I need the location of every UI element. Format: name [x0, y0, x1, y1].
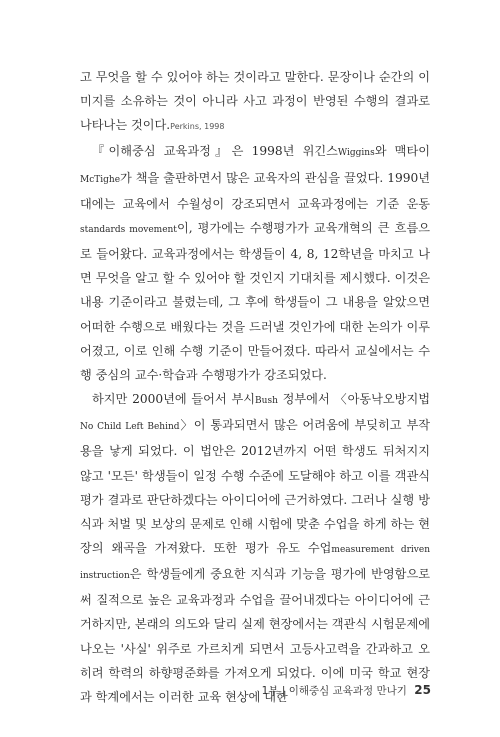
- roman-gloss: standards movement: [80, 224, 177, 235]
- roman-gloss: No Child Left Behind: [80, 422, 180, 433]
- paragraph-text: 가 책을 출판하면서 많은 교육자의 관심을 끌었다. 1990년대에는 교육에서 수월성이 강조되면서 교육과정에는 기준 운동: [80, 170, 430, 211]
- body-text: [80, 65, 430, 709]
- paragraph-text: 정부에서 〈아동낙오방지법: [277, 392, 430, 407]
- page-number: 25: [414, 683, 431, 697]
- paragraph-text: 〉이 통과되면서 많은 어려움에 부딪히고 부작용을 낳게 되었다. 이 법안은 2012년까지 어떤 학생도 뒤처지지 않고 '모든' 학생들이 일정 수행 수준에 도달해야 하고 이를 객관식 평가 결과로 판단하겠다는 아이디어에 근거하였다. 그러나 실행 방식과 처벌 및 보상의 문제로 인해 시험에 맞춘 수업을 하게 하는 현장의 왜곡을 가져왔다. 또한 평가 유도 수업: [80, 418, 431, 555]
- page-footer: [262, 683, 431, 698]
- paragraph-text: 『이해중심 교육과정』은 1998년 위긴스: [92, 144, 338, 159]
- paragraph-text: 은 학생들에게 중요한 지식과 기능을 평가에 반영함으로써 질적으로 높은 교육과정과 수업을 끌어내겠다는 아이디어에 근거하지만, 본래의 의도와 달리 실제 현장에서는 객관식 시험문제에 나오는 '사실' 위주로 가르치게 되면서 고등사고력을 간과하고 오히려 학력의 하향평준화를 가져오게 되었다. 이에 미국 학교 현장과 학계에서는 이러한 교육 현상에 대한: [80, 567, 430, 704]
- paragraph-1: [80, 139, 430, 387]
- paragraph-text: 하지만 2000년에 들어서 부시: [92, 392, 256, 407]
- roman-gloss: Bush: [255, 396, 278, 407]
- roman-gloss: measurement driven instruction: [80, 544, 430, 582]
- quote-text: 고 무엇을 할 수 있어야 하는 것이라고 말한다. 문장이나 순간의 이미지를 소유하는 것이 아니라 사고 과정이 반영된 수행의 결과로 나타나는 것이다.: [80, 70, 430, 133]
- footer-section-title: 1부 | 이해중심 교육과정 만나기: [261, 685, 407, 697]
- roman-gloss: McTighe: [80, 174, 121, 185]
- paragraph-text: 와 맥타이: [374, 144, 430, 159]
- roman-gloss: Wiggins: [337, 148, 375, 159]
- quote-citation: Perkins, 1998: [170, 122, 225, 132]
- quote-paragraph: [80, 65, 430, 139]
- paragraph-2: [80, 387, 430, 709]
- paragraph-text: 이, 평가에는 수행평가가 교육개혁의 큰 흐름으로 들어왔다. 교육과정에서는 학생들이 4, 8, 12학년을 마치고 나면 무엇을 알고 할 수 있어야 할 것인지 기대치를 제시했다. 이것은 내용 기준이라고 불렸는데, 그 후에 학생들이 그 내용을 알았으면 어떠한 수행으로 배웠다는 것을 드러낼 것인가에 대한 논의가 이루어졌고, 이로 인해 수행 기준이 만들어졌다. 따라서 교실에서는 수행 중심의 교수·학습과 수행평가가 강조되었다.: [80, 220, 430, 382]
